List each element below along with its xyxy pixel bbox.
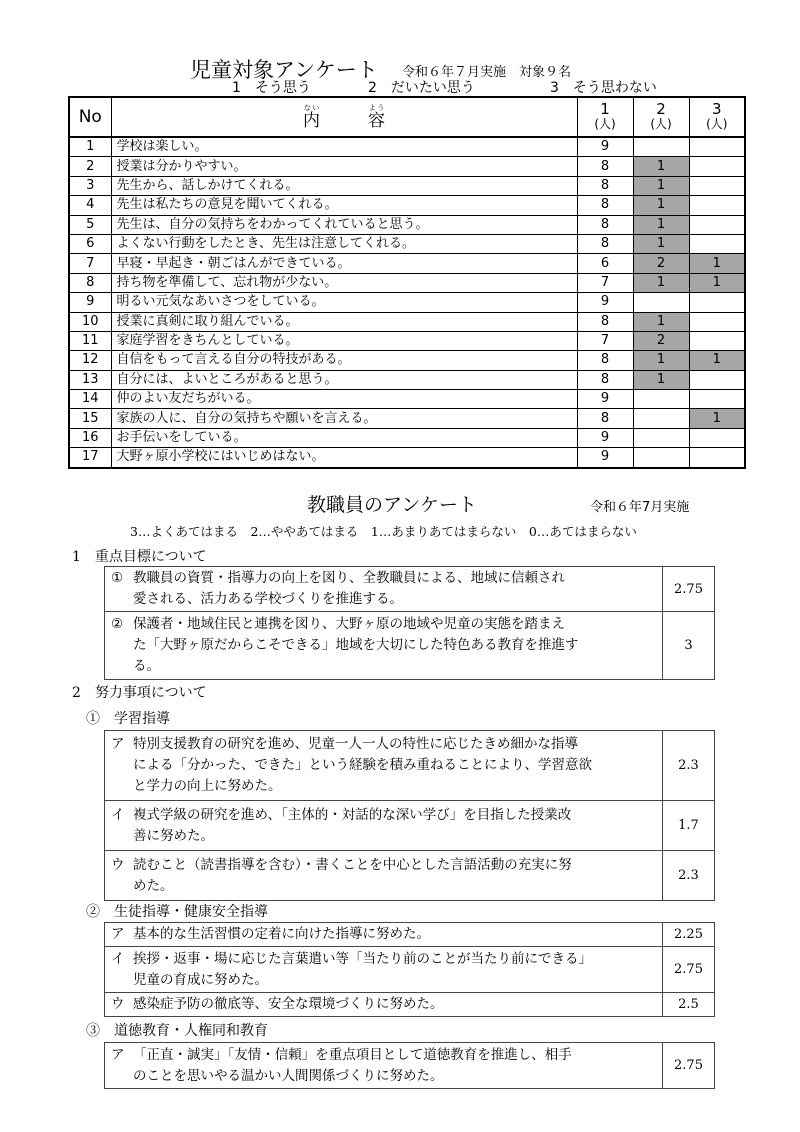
row-number: 9 [69, 293, 111, 312]
survey-row [69, 390, 745, 409]
row-text: 家族の人に、自分の気持ちや願いを言える。 [111, 409, 577, 428]
row-count-1: 6 [577, 254, 633, 273]
row-number: 1 [69, 137, 111, 157]
row-count-2: 1 [633, 196, 689, 215]
row-count-2: 2 [633, 254, 689, 273]
header-col-1: 1 (人) [577, 97, 633, 137]
item-text-line: 挨拶・返事・場に応じた言葉遣い等「当たり前のことが当たり前にできる」 [133, 950, 592, 967]
header-col-2: 2 (人) [633, 97, 689, 137]
survey-row [69, 215, 745, 234]
row-count-1: 9 [577, 390, 633, 409]
evaluation-row [105, 1043, 715, 1089]
item-text-line: 読むこと（読書指導を含む）・書くことを中心とした言語活動の充実に努 [133, 856, 572, 873]
evaluation-item [105, 851, 663, 901]
item-line [111, 568, 656, 589]
row-count-2 [633, 428, 689, 447]
item-text-line: による「分かった、できた」という経験を積み重ねることにより、学習意欲 [133, 757, 592, 773]
item-text-line: 複式学級の研究を進め、「主体的・対話的な深い学び」を目指した授業改 [133, 806, 572, 823]
row-count-3 [689, 312, 745, 331]
guidance-table [104, 922, 715, 1017]
item-text-line: 教職員の資質・指導力の向上を図り、全教職員による、地域に信頼され [133, 570, 565, 586]
item-text-line: 「正直・誠実」「友情・信頼」を重点項目として道徳教育を推進し、相手 [133, 1046, 572, 1063]
row-count-1: 8 [577, 409, 633, 428]
item-label: ア [111, 926, 125, 942]
evaluation-row [105, 801, 715, 851]
row-text: 先生は、自分の気持ちをわかってくれていると思う。 [111, 215, 577, 234]
item-label: イ [111, 806, 125, 823]
moral-table [104, 1042, 715, 1089]
header-content [111, 97, 577, 137]
evaluation-item [105, 947, 663, 993]
item-text-line: 愛される、活力ある学校づくりを推進する。 [133, 591, 403, 607]
item-line [111, 1045, 656, 1066]
row-text: 先生から、話しかけてくれる。 [111, 176, 577, 195]
row-number: 10 [69, 312, 111, 331]
item-text-line: と学力の向上に努めた。 [133, 778, 282, 794]
row-count-2 [633, 293, 689, 312]
staff-date: 令和６年7月実施 [590, 500, 690, 515]
row-count-3: 1 [689, 351, 745, 370]
evaluation-item [105, 612, 663, 680]
legend-1: 1 そう思う [232, 80, 311, 96]
header-content-2: 容よう [368, 103, 385, 131]
item-score: 1.7 [663, 801, 715, 851]
item-label: ウ [111, 856, 125, 873]
item-text-line: 特別支援教育の研究を進め、児童一人一人の特性に応じたきめ細かな指導 [133, 736, 578, 752]
item-label: ウ [111, 996, 125, 1012]
row-count-3 [689, 157, 745, 176]
item-label: ア [111, 1046, 125, 1063]
evaluation-item [105, 567, 663, 612]
row-text: 早寝・早起き・朝ごはんができている。 [111, 254, 577, 273]
row-count-3 [689, 176, 745, 195]
row-count-3 [689, 215, 745, 234]
item-label: イ [111, 950, 125, 967]
row-number: 8 [69, 273, 111, 292]
survey-title: 児童対象アンケート [190, 58, 378, 82]
row-count-2: 1 [633, 234, 689, 253]
evaluation-row [105, 731, 715, 801]
evaluation-row [105, 947, 715, 993]
header-no: No [69, 97, 111, 137]
row-count-1: 8 [577, 196, 633, 215]
header-content-1: 内ない [303, 103, 320, 131]
row-count-2 [633, 390, 689, 409]
survey-header-row [69, 97, 745, 137]
item-score: 2.75 [663, 947, 715, 993]
row-number: 12 [69, 351, 111, 370]
row-count-1: 8 [577, 370, 633, 389]
row-count-1: 8 [577, 234, 633, 253]
evaluation-row [105, 923, 715, 947]
row-count-3 [689, 137, 745, 157]
row-count-1: 7 [577, 273, 633, 292]
row-count-2: 1 [633, 157, 689, 176]
row-text: お手伝いをしている。 [111, 428, 577, 447]
item-text-line: めた。 [133, 877, 174, 894]
survey-row [69, 370, 745, 389]
row-count-2: 2 [633, 331, 689, 350]
row-count-1: 8 [577, 215, 633, 234]
item-label: ア [111, 736, 125, 752]
row-number: 6 [69, 234, 111, 253]
legend-3: 3 そう思わない [550, 80, 657, 96]
row-text: 自分には、よいところがあると思う。 [111, 370, 577, 389]
row-count-1: 8 [577, 351, 633, 370]
item-line [111, 994, 656, 1015]
row-text: 明るい元気なあいさつをしている。 [111, 293, 577, 312]
survey-row [69, 137, 745, 157]
survey-row [69, 176, 745, 195]
row-number: 17 [69, 448, 111, 468]
survey-meta: 令和６年７月実施 対象９名 [402, 65, 572, 80]
sub-moral-heading: ③ 道徳教育・人権同和教育 [86, 1023, 268, 1039]
survey-row [69, 234, 745, 253]
row-number: 3 [69, 176, 111, 195]
row-count-3 [689, 196, 745, 215]
row-number: 2 [69, 157, 111, 176]
row-count-2 [633, 137, 689, 157]
row-count-2: 1 [633, 351, 689, 370]
sub-guidance-heading: ② 生徒指導・健康安全指導 [86, 904, 268, 920]
row-count-3: 1 [689, 273, 745, 292]
row-number: 11 [69, 331, 111, 350]
row-number: 4 [69, 196, 111, 215]
evaluation-item [105, 993, 663, 1017]
evaluation-row [105, 567, 715, 612]
row-text: 学校は楽しい。 [111, 137, 577, 157]
staff-title: 教職員のアンケート [307, 494, 477, 516]
row-number: 16 [69, 428, 111, 447]
sub-study-heading: ① 学習指導 [86, 711, 170, 727]
row-text: よくない行動をしたとき、先生は注意してくれる。 [111, 234, 577, 253]
item-text-line: 感染症予防の徹底等、安全な環境づくりに努めた。 [133, 996, 444, 1012]
survey-row [69, 273, 745, 292]
survey-row [69, 428, 745, 447]
item-line [111, 734, 656, 755]
legend-2: 2 だいたい思う [368, 80, 475, 96]
item-text-line: る。 [133, 658, 160, 674]
item-text-line: 保護者・地域住民と連携を図り、大野ヶ原の地域や児童の実態を踏まえ [133, 616, 565, 632]
row-number: 5 [69, 215, 111, 234]
row-text: 自信をもって言える自分の特技がある。 [111, 351, 577, 370]
row-number: 14 [69, 390, 111, 409]
row-count-3 [689, 428, 745, 447]
row-count-3 [689, 293, 745, 312]
item-label: ① [111, 570, 124, 586]
item-score: 2.25 [663, 923, 715, 947]
item-text-line: のことを思いやる温かい人間関係づくりに努めた。 [133, 1067, 444, 1084]
row-count-1: 8 [577, 157, 633, 176]
row-text: 持ち物を準備して、忘れ物が少ない。 [111, 273, 577, 292]
evaluation-row [105, 851, 715, 901]
item-line [111, 949, 656, 970]
survey-row [69, 157, 745, 176]
row-text: 仲のよい友だちがいる。 [111, 390, 577, 409]
staff-scale: 3…よくあてはまる 2…ややあてはまる 1…あまりあてはまらない 0…あてはまらない [130, 524, 637, 539]
study-table [104, 730, 715, 901]
staff-title-row [0, 490, 800, 516]
header-col-3: 3 (人) [689, 97, 745, 137]
row-text: 大野ヶ原小学校にはいじめはない。 [111, 448, 577, 468]
evaluation-item [105, 923, 663, 947]
survey-row [69, 254, 745, 273]
item-score: 2.75 [663, 1043, 715, 1089]
row-count-1: 7 [577, 331, 633, 350]
row-text: 家庭学習をきちんとしている。 [111, 331, 577, 350]
item-score: 2.3 [663, 851, 715, 901]
item-text-line: 善に努めた。 [133, 827, 214, 844]
row-count-3 [689, 234, 745, 253]
row-count-3 [689, 448, 745, 468]
item-score: 2.5 [663, 993, 715, 1017]
survey-row [69, 293, 745, 312]
row-count-2 [633, 409, 689, 428]
survey-table [68, 96, 746, 469]
item-line [111, 614, 656, 635]
row-text: 授業に真剣に取り組んでいる。 [111, 312, 577, 331]
item-text-line: 基本的な生活習慣の定着に向けた指導に努めた。 [133, 926, 430, 942]
row-count-3 [689, 390, 745, 409]
item-line [111, 805, 656, 826]
row-text: 授業は分かりやすい。 [111, 157, 577, 176]
row-count-1: 8 [577, 312, 633, 331]
survey-row [69, 312, 745, 331]
row-count-2: 1 [633, 273, 689, 292]
section-1-heading: 1 重点目標について [72, 549, 207, 565]
row-count-2 [633, 448, 689, 468]
row-count-3: 1 [689, 254, 745, 273]
row-count-2: 1 [633, 215, 689, 234]
row-count-2: 1 [633, 370, 689, 389]
item-score: 3 [663, 612, 715, 680]
goals-table [104, 566, 715, 680]
item-score: 2.3 [663, 731, 715, 801]
row-count-3 [689, 331, 745, 350]
item-line [111, 855, 656, 876]
row-number: 7 [69, 254, 111, 273]
item-score: 2.75 [663, 567, 715, 612]
item-text-line: 児童の育成に努めた。 [133, 971, 268, 988]
evaluation-item [105, 801, 663, 851]
survey-row [69, 448, 745, 468]
evaluation-item [105, 731, 663, 801]
row-count-3: 1 [689, 409, 745, 428]
row-count-1: 9 [577, 137, 633, 157]
row-count-1: 9 [577, 293, 633, 312]
evaluation-row [105, 993, 715, 1017]
section-2-heading: 2 努力事項について [72, 685, 207, 701]
row-count-3 [689, 370, 745, 389]
evaluation-item [105, 1043, 663, 1089]
row-number: 13 [69, 370, 111, 389]
survey-legend [0, 77, 800, 97]
survey-row [69, 331, 745, 350]
item-line [111, 924, 656, 945]
survey-row [69, 351, 745, 370]
item-label: ② [111, 616, 124, 632]
row-count-2: 1 [633, 312, 689, 331]
evaluation-row [105, 612, 715, 680]
row-number: 15 [69, 409, 111, 428]
row-text: 先生は私たちの意見を聞いてくれる。 [111, 196, 577, 215]
item-text-line: た「大野ヶ原だからこそできる」地域を大切にした特色ある教育を推進す [133, 637, 579, 653]
row-count-1: 9 [577, 448, 633, 468]
survey-row [69, 196, 745, 215]
row-count-2: 1 [633, 176, 689, 195]
survey-row [69, 409, 745, 428]
row-count-1: 9 [577, 428, 633, 447]
row-count-1: 8 [577, 176, 633, 195]
